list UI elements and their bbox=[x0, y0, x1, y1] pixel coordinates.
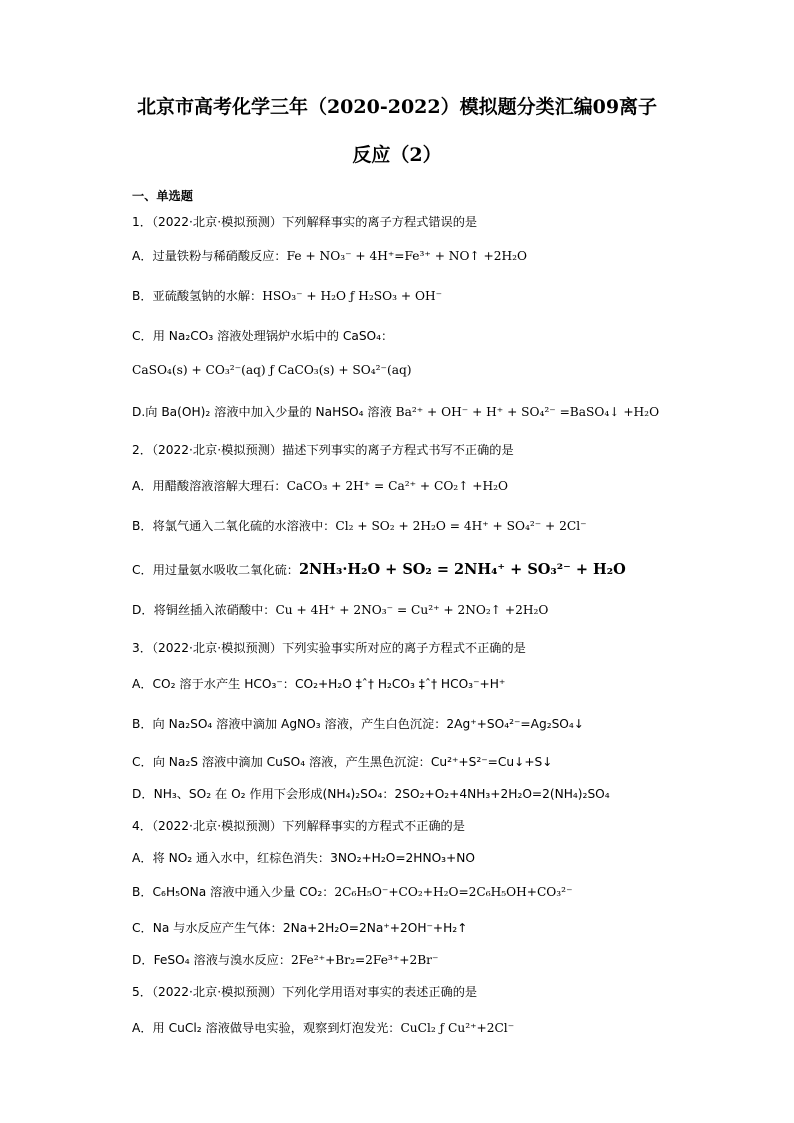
question-1: 1．（2022·北京·模拟预测）下列解释事实的离子方程式错误的是 bbox=[132, 215, 478, 229]
question-5-option-a: A．用 CuCl₂ 溶液做导电实验，观察到灯泡发光：CuCl₂ ƒ Cu²⁺+2Cl⁻ bbox=[132, 1021, 515, 1035]
document-title-line-1: 北京市高考化学三年（2020-2022）模拟题分类汇编09离子 bbox=[136, 96, 658, 118]
question-4: 4．（2022·北京·模拟预测）下列解释事实的方程式不正确的是 bbox=[132, 819, 465, 833]
question-3-option-b: B．向 Na₂SO₄ 溶液中滴加 AgNO₃ 溶液，产生白色沉淀：2Ag⁺+SO₄²⁻=Ag₂SO₄↓ bbox=[132, 717, 585, 731]
question-2-option-b: B．将氯气通入二氧化硫的水溶液中：Cl₂ + SO₂ + 2H₂O = 4H⁺ + SO₄²⁻ + 2Cl⁻ bbox=[132, 519, 587, 533]
question-3-option-c: C．向 Na₂S 溶液中滴加 CuSO₄ 溶液，产生黑色沉淀：Cu²⁺+S²⁻=Cu↓+S↓ bbox=[132, 755, 553, 769]
question-1-option-d: D.向 Ba(OH)₂ 溶液中加入少量的 NaHSO₄ 溶液 Ba²⁺ + OH⁻ + H⁺ + SO₄²⁻ =BaSO₄↓ +H₂O bbox=[132, 405, 660, 419]
question-2: 2．（2022·北京·模拟预测）描述下列事实的离子方程式书写不正确的是 bbox=[132, 443, 514, 457]
question-3-option-d: D．NH₃、SO₂ 在 O₂ 作用下会形成(NH₄)₂SO₄：2SO₂+O₂+4NH₃+2H₂O=2(NH₄)₂SO₄ bbox=[132, 787, 610, 801]
question-4-option-c: C．Na 与水反应产生气体：2Na+2H₂O=2Na⁺+2OH⁻+H₂↑ bbox=[132, 921, 468, 935]
question-2-option-c: C．用过量氨水吸收二氧化硫：2NH₃·H₂O + SO₂ = 2NH₄⁺ + SO₃²⁻ + H₂O bbox=[132, 561, 626, 578]
question-4-option-d: D．FeSO₄ 溶液与溴水反应：2Fe²⁺+Br₂=2Fe³⁺+2Br⁻ bbox=[132, 953, 439, 967]
question-1-option-a: A．过量铁粉与稀硝酸反应：Fe + NO₃⁻ + 4H⁺=Fe³⁺ + NO↑ +2H₂O bbox=[132, 249, 528, 263]
question-2-option-d: D．将铜丝插入浓硝酸中：Cu + 4H⁺ + 2NO₃⁻ = Cu²⁺ + 2NO₂↑ +2H₂O bbox=[132, 603, 549, 617]
question-4-option-b: B．C₆H₅ONa 溶液中通入少量 CO₂：2C₆H₅O⁻+CO₂+H₂O=2C₆H₅OH+CO₃²⁻ bbox=[132, 885, 573, 899]
question-5: 5．（2022·北京·模拟预测）下列化学用语对事实的表述正确的是 bbox=[132, 985, 478, 999]
question-1-option-c: C．用 Na₂CO₃ 溶液处理锅炉水垢中的 CaSO₄： bbox=[132, 329, 394, 343]
question-4-option-a: A．将 NO₂ 通入水中，红棕色消失：3NO₂+H₂O=2HNO₃+NO bbox=[132, 851, 475, 865]
question-2-option-a: A．用醋酸溶液溶解大理石：CaCO₃ + 2H⁺ = Ca²⁺ + CO₂↑ +H₂O bbox=[132, 479, 508, 493]
question-3-option-a: A．CO₂ 溶于水产生 HCO₃⁻：CO₂+H₂O ‡ˆ† H₂CO₃ ‡ˆ† HCO₃⁻+H⁺ bbox=[132, 677, 506, 691]
document-title-line-2: 反应（2） bbox=[352, 144, 442, 166]
question-3: 3．（2022·北京·模拟预测）下列实验事实所对应的离子方程式不正确的是 bbox=[132, 641, 526, 655]
section-heading: 一、单选题 bbox=[132, 189, 193, 203]
question-1-option-b: B．亚硫酸氢钠的水解：HSO₃⁻ + H₂O ƒ H₂SO₃ + OH⁻ bbox=[132, 289, 443, 303]
question-1-option-c-equation: CaSO₄(s) + CO₃²⁻(aq) ƒ CaCO₃(s) + SO₄²⁻(aq) bbox=[132, 363, 412, 377]
